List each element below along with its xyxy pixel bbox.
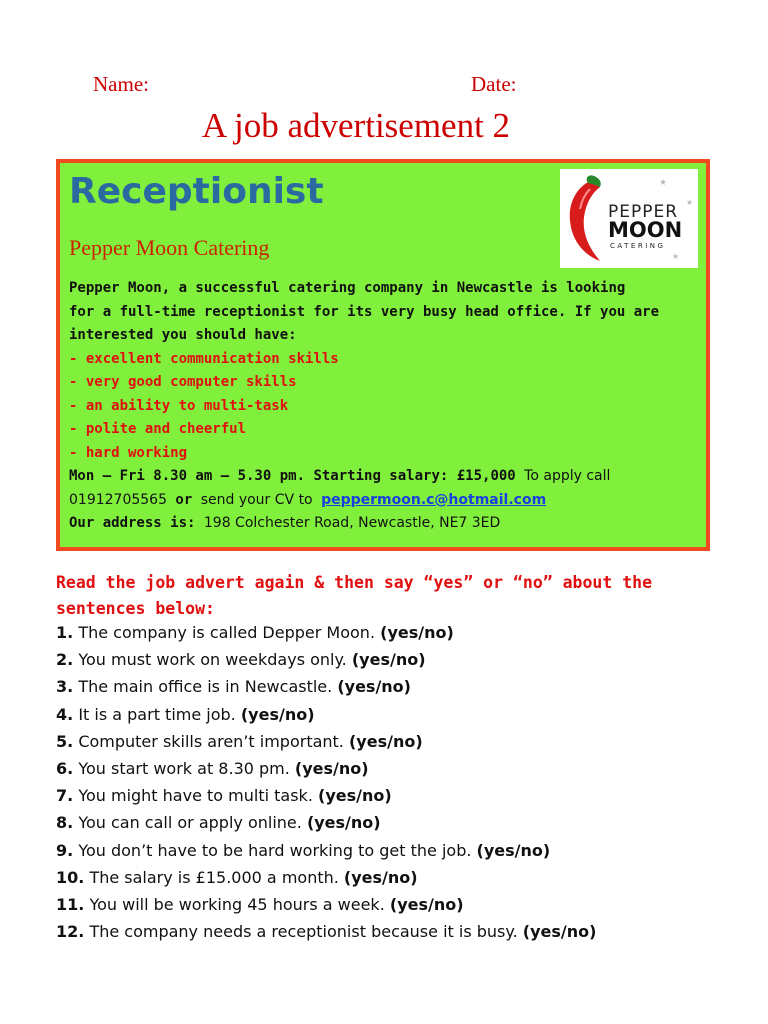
name-label: Name: [93,72,149,96]
question-list [56,623,756,949]
question-text: You must work on weekdays only. [78,650,347,670]
answer-choice: (yes/no) [343,867,418,887]
answer-choice: (yes/no) [351,650,426,670]
requirement-item: - excellent communication skills [69,350,339,367]
intro-line: interested you should have: [69,327,297,343]
starting-salary: Starting salary: £15,000 [313,468,516,484]
question-item [56,650,756,677]
question-text: It is a part time job. [78,704,236,724]
answer-choice: (yes/no) [240,704,315,724]
question-text: You can call or apply online. [78,813,307,833]
company-name: Pepper Moon Catering [69,235,270,260]
contact-line [69,489,697,513]
logo-line-pepper: PEPPER [608,202,679,222]
question-item [56,922,756,949]
question-text: Computer skills aren’t important. [78,731,344,751]
question-item [56,868,756,895]
intro-line: for a full-time receptionist for its very busy head office. If you are [69,303,660,320]
question-text: The company needs a receptionist because it is busy. [89,922,518,942]
answer-choice: (yes/no) [337,677,411,697]
job-advert-box [56,159,710,551]
question-number: 5. [56,731,74,751]
answer-choice: (yes/no) [318,786,392,806]
job-title: Receptionist [69,171,324,212]
hours-salary-line: Mon – Fri 8.30 am – 5.30 pm. Starting salary: £15,000 To apply call [69,468,611,484]
question-text: The company is called Depper Moon. [78,623,376,642]
question-text: You don’t have to be hard working to get the job. [78,840,472,860]
question-text: The main office is in Newcastle. [78,677,333,697]
instructions: Read the job advert again & then say “yes” or “no” about the sentences below: [56,573,653,618]
question-item [56,732,756,759]
answer-choice: (yes/no) [522,922,597,942]
cv-text: send your CV to [200,491,313,508]
question-item [56,677,756,704]
question-number: 7. [56,786,74,806]
question-number: 10. [56,867,85,887]
question-item [56,623,756,650]
answer-choice: (yes/no) [389,894,464,914]
question-number: 11. [56,894,85,914]
question-number: 6. [56,758,74,778]
address-label: Our address is: [69,515,196,531]
svg-text:★: ★ [659,178,668,188]
requirement-item: - very good computer skills [69,374,297,390]
question-number: 1. [56,623,74,642]
answer-choice: (yes/no) [476,840,551,860]
requirement-item: - polite and cheerful [69,421,247,437]
logo-line-catering: CATERING [610,242,666,250]
question-item [56,813,756,840]
question-text: You start work at 8.30 pm. [78,758,295,778]
answer-choice: (yes/no) [294,758,369,778]
intro-line: Pepper Moon, a successful catering company in Newcastle is looking [69,280,626,296]
svg-text:★: ★ [672,252,680,261]
svg-text:★: ★ [686,198,694,207]
answer-choice: (yes/no) [380,623,454,642]
apply-text: To apply call [524,468,611,484]
question-item [56,841,756,868]
or-text: or [175,491,193,508]
question-item [56,705,756,732]
question-item [56,786,756,813]
company-logo [560,169,698,268]
answer-choice: (yes/no) [348,731,423,751]
question-number: 9. [56,840,74,860]
question-text: You will be working 45 hours a week. [89,894,385,914]
question-number: 8. [56,813,74,833]
question-number: 3. [56,677,74,697]
question-item [56,895,756,922]
question-number: 12. [56,922,85,942]
requirement-item: - an ability to multi-task [69,397,289,414]
date-label: Date: [471,72,517,96]
question-number: 2. [56,650,74,670]
address-line [69,512,697,536]
email-link[interactable]: peppermoon.c@hotmail.com [321,491,547,508]
question-text: The salary is £15.000 a month. [89,867,339,887]
page-title: A job advertisement 2 [201,106,511,145]
question-number: 4. [56,704,74,724]
question-item [56,759,756,786]
logo-line-moon: MOON [608,218,683,242]
phone-number: 01912705565 [69,491,167,508]
chili-pepper-icon [560,169,698,268]
question-text: You might have to multi task. [78,786,313,806]
working-hours: Mon – Fri 8.30 am – 5.30 pm [69,468,297,484]
requirement-item: - hard working [69,444,188,461]
address-value: 198 Colchester Road, Newcastle, NE7 3ED [203,515,501,531]
ad-body [69,277,697,536]
answer-choice: (yes/no) [306,813,381,833]
